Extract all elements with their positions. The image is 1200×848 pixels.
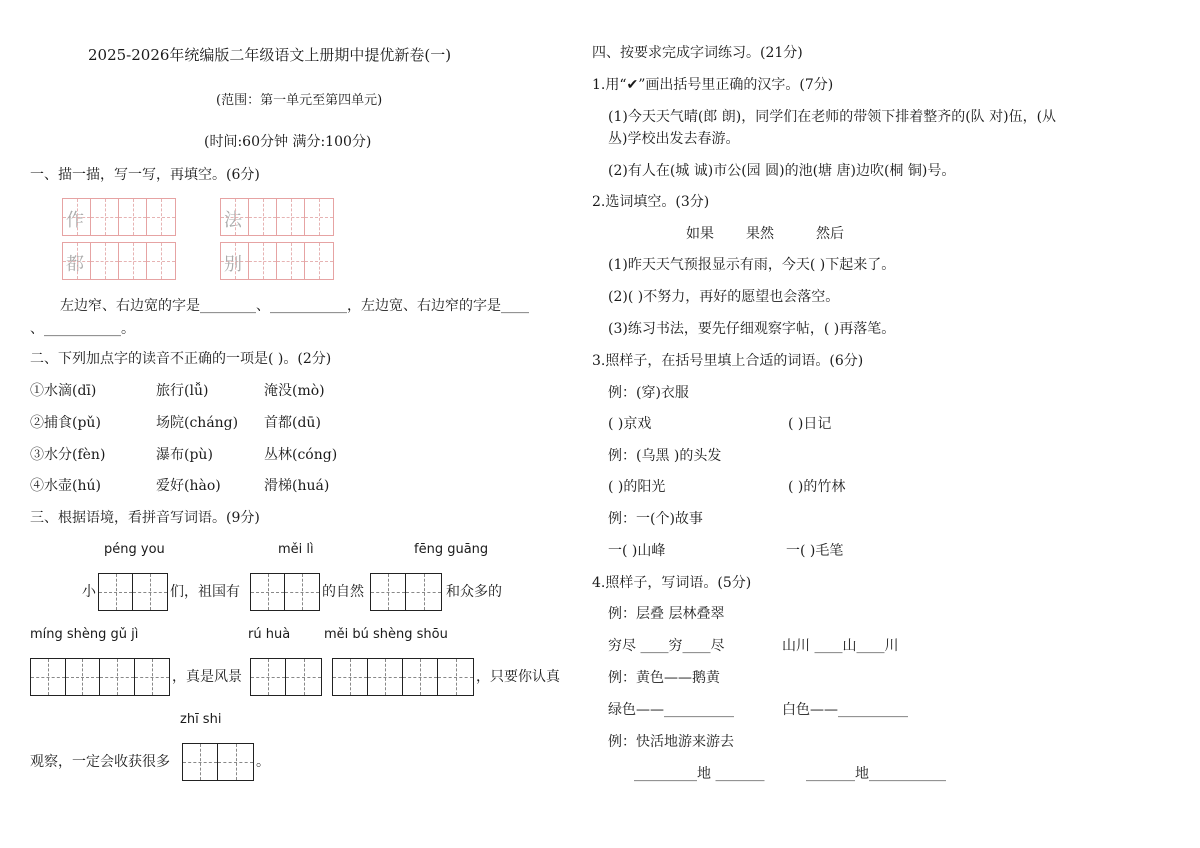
q2-item: (2)( )不努力，再好的愿望也会落空。 (608, 289, 840, 305)
q1-line: (1)今天天气晴(郎 朗)，同学们在老师的带领下排着整齐的(队 对)伍，(从 (608, 109, 1057, 125)
s3-text: 的自然 (322, 584, 364, 600)
word-option: 果然 (746, 226, 774, 242)
q4-example: 例：层叠 层林叠翠 (608, 606, 725, 622)
tracing-char: 都 (66, 254, 84, 275)
word-option: 如果 (686, 226, 714, 242)
q4-example: 例：黄色——鹅黄 (608, 670, 720, 686)
q3-item: 一( )毛笔 (786, 543, 844, 559)
scope-note: (范围：第一单元至第四单元) (216, 93, 383, 108)
s2-option: 爱好(hào) (156, 478, 221, 494)
writing-box[interactable] (250, 658, 322, 696)
q2-item: (1)昨天天气预报显示有雨，今天( )下起来了。 (608, 257, 896, 273)
s2-option: 旅行(lǚ) (156, 383, 209, 399)
s1-fill-line-2: 、___________。 (30, 321, 135, 337)
s3-text: ，只要你认真 (476, 669, 560, 685)
tracing-grid-2 (220, 198, 334, 236)
q1-line: 丛)学校出发去春游。 (608, 131, 740, 147)
s3-text: 小 (82, 584, 96, 600)
q3-example: 例：(穿)衣服 (608, 385, 689, 401)
s3-text: 们，祖国有 (170, 584, 240, 600)
writing-box[interactable] (250, 573, 320, 611)
q4-item: 穷尽 ____穷____尽 (608, 638, 725, 654)
writing-box[interactable] (98, 573, 168, 611)
tracing-char: 法 (224, 210, 242, 231)
q4-heading: 4.照样子，写词语。(5分) (592, 575, 752, 591)
writing-box[interactable] (182, 743, 254, 781)
pinyin-label: míng shèng gǔ jì (30, 627, 139, 642)
s1-fill-line-1: 左边窄、右边宽的字是________、___________，左边宽、右边窄的字是____ (60, 298, 529, 314)
section-1-heading: 一、描一描，写一写，再填空。(6分) (30, 167, 260, 183)
q3-item: 一( )山峰 (608, 543, 666, 559)
q4-item: _________地 _______ (634, 766, 765, 782)
s2-option: ③水分(fèn) (30, 447, 106, 463)
q2-heading: 2.选词填空。(3分) (592, 194, 710, 210)
tracing-char: 别 (224, 254, 242, 275)
tracing-char: 作 (66, 210, 84, 231)
s2-option: 瀑布(pù) (156, 447, 213, 463)
word-option: 然后 (816, 226, 844, 242)
tracing-grid-3 (62, 242, 176, 280)
writing-box[interactable] (332, 658, 474, 696)
pinyin-label: měi lì (278, 542, 314, 557)
q4-item: 白色——__________ (782, 702, 908, 718)
q3-example: 例：一(个)故事 (608, 511, 703, 527)
time-score-note: (时间:60分钟 满分:100分) (204, 134, 372, 150)
q4-item: 山川 ____山____川 (782, 638, 899, 654)
pinyin-label: měi bú shèng shōu (324, 627, 448, 642)
s3-text: ，真是风景 (172, 669, 242, 685)
s2-option: ①水滴(dī) (30, 383, 97, 399)
q4-item: 绿色——__________ (608, 702, 734, 718)
writing-box[interactable] (30, 658, 170, 696)
q1-line: (2)有人在(城 诚)市公(园 圆)的池(塘 唐)边吹(桐 铜)号。 (608, 163, 956, 179)
q3-example: 例：(乌黑 )的头发 (608, 448, 722, 464)
q3-item: ( )的竹林 (788, 479, 846, 495)
s2-option: 首都(dū) (264, 415, 321, 431)
section-4-heading: 四、按要求完成字词练习。(21分) (592, 45, 803, 61)
pinyin-label: fēng guāng (414, 542, 489, 557)
s2-option: 滑梯(huá) (264, 478, 330, 494)
q4-example: 例：快活地游来游去 (608, 734, 734, 750)
tracing-grid-1 (62, 198, 176, 236)
section-3-heading: 三、根据语境，看拼音写词语。(9分) (30, 510, 260, 526)
s3-text: 观察，一定会收获很多 (30, 754, 170, 770)
q4-item: _______地___________ (806, 766, 946, 782)
pinyin-label: zhī shi (180, 712, 222, 727)
s3-text: 。 (256, 754, 270, 770)
page-title: 2025-2026年统编版二年级语文上册期中提优新卷(一) (88, 46, 452, 64)
q2-item: (3)练习书法，要先仔细观察字帖，( )再落笔。 (608, 321, 896, 337)
s2-option: 丛林(cóng) (264, 447, 338, 463)
s2-option: ②捕食(pǔ) (30, 415, 101, 431)
s2-option: ④水壶(hú) (30, 478, 101, 494)
tracing-grid-4 (220, 242, 334, 280)
q1-heading: 1.用“✔”画出括号里正确的汉字。(7分) (592, 77, 834, 93)
q3-item: ( )京戏 (608, 416, 652, 432)
q3-item: ( )日记 (788, 416, 832, 432)
s3-text: 和众多的 (446, 584, 502, 600)
pinyin-label: péng you (104, 542, 165, 557)
writing-box[interactable] (370, 573, 442, 611)
pinyin-label: rú huà (248, 627, 291, 642)
s2-option: 淹没(mò) (264, 383, 325, 399)
q3-item: ( )的阳光 (608, 479, 666, 495)
s2-option: 场院(cháng) (156, 415, 239, 431)
q3-heading: 3.照样子，在括号里填上合适的词语。(6分) (592, 353, 864, 369)
section-2-heading: 二、下列加点字的读音不正确的一项是( )。(2分) (30, 351, 332, 367)
